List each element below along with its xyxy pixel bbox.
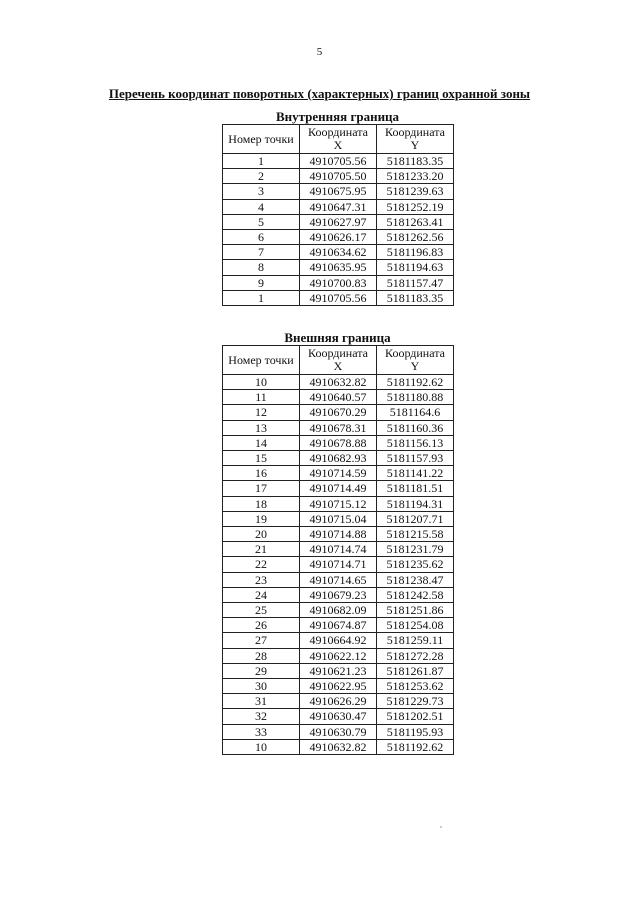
point-number-cell: 33 bbox=[223, 724, 300, 739]
coord-y-cell: 5181262.56 bbox=[377, 230, 454, 245]
coord-y-cell: 5181157.93 bbox=[377, 451, 454, 466]
table-row bbox=[223, 572, 454, 587]
coord-y-cell: 5181141.22 bbox=[377, 466, 454, 481]
table-row bbox=[223, 405, 454, 420]
coord-x-cell: 4910664.92 bbox=[300, 633, 377, 648]
coord-y-cell: 5181194.63 bbox=[377, 260, 454, 275]
table-row bbox=[223, 184, 454, 199]
document-title: Перечень координат поворотных (характерных) границ охранной зоны bbox=[108, 86, 531, 101]
coord-y-cell: 5181156.13 bbox=[377, 435, 454, 450]
table-row bbox=[223, 199, 454, 214]
coord-y-cell: 5181183.35 bbox=[377, 290, 454, 305]
coord-x-cell: 4910682.93 bbox=[300, 451, 377, 466]
coord-y-cell: 5181229.73 bbox=[377, 694, 454, 709]
point-number-cell: 21 bbox=[223, 542, 300, 557]
coord-y-cell: 5181164.6 bbox=[377, 405, 454, 420]
coord-x-cell: 4910714.59 bbox=[300, 466, 377, 481]
table-row bbox=[223, 451, 454, 466]
point-number-cell: 31 bbox=[223, 694, 300, 709]
header-coord-x-axis: X bbox=[333, 359, 343, 373]
point-number-cell: 29 bbox=[223, 663, 300, 678]
table-row bbox=[223, 679, 454, 694]
point-number-cell: 13 bbox=[223, 420, 300, 435]
coord-x-cell: 4910715.12 bbox=[300, 496, 377, 511]
coord-y-cell: 5181192.62 bbox=[377, 739, 454, 754]
coord-x-cell: 4910705.56 bbox=[300, 290, 377, 305]
coord-y-cell: 5181195.93 bbox=[377, 724, 454, 739]
coord-x-cell: 4910626.17 bbox=[300, 230, 377, 245]
table-row bbox=[223, 633, 454, 648]
header-coord-x bbox=[300, 125, 377, 154]
table-header-row bbox=[223, 125, 454, 154]
header-coord-x-label: Координата bbox=[308, 125, 368, 139]
coord-x-cell: 4910679.23 bbox=[300, 587, 377, 602]
point-number-cell: 15 bbox=[223, 451, 300, 466]
point-number-cell: 19 bbox=[223, 511, 300, 526]
point-number-cell: 3 bbox=[223, 184, 300, 199]
table-row bbox=[223, 511, 454, 526]
header-point-number: Номер точки bbox=[223, 125, 300, 154]
table-row bbox=[223, 663, 454, 678]
table-row bbox=[223, 260, 454, 275]
table-row bbox=[223, 390, 454, 405]
point-number-cell: 1 bbox=[223, 154, 300, 169]
point-number-cell: 12 bbox=[223, 405, 300, 420]
coord-y-cell: 5181231.79 bbox=[377, 542, 454, 557]
point-number-cell: 32 bbox=[223, 709, 300, 724]
point-number-cell: 23 bbox=[223, 572, 300, 587]
inner-boundary-title: Внутренняя граница bbox=[275, 109, 400, 124]
outer-boundary-rows bbox=[223, 375, 454, 755]
point-number-cell: 14 bbox=[223, 435, 300, 450]
coord-x-cell: 4910714.65 bbox=[300, 572, 377, 587]
coord-x-cell: 4910630.47 bbox=[300, 709, 377, 724]
point-number-cell: 5 bbox=[223, 214, 300, 229]
coord-x-cell: 4910714.88 bbox=[300, 527, 377, 542]
table-row bbox=[223, 230, 454, 245]
coord-x-cell: 4910675.95 bbox=[300, 184, 377, 199]
coord-y-cell: 5181183.35 bbox=[377, 154, 454, 169]
header-coord-y bbox=[377, 125, 454, 154]
point-number-cell: 25 bbox=[223, 603, 300, 618]
coord-x-cell: 4910678.88 bbox=[300, 435, 377, 450]
table-row bbox=[223, 709, 454, 724]
point-number-cell: 20 bbox=[223, 527, 300, 542]
table-row bbox=[223, 587, 454, 602]
point-number-cell: 30 bbox=[223, 679, 300, 694]
header-coord-y-label: Координата bbox=[385, 125, 445, 139]
coord-x-cell: 4910640.57 bbox=[300, 390, 377, 405]
scan-artifact bbox=[440, 826, 442, 828]
coord-x-cell: 4910714.74 bbox=[300, 542, 377, 557]
coord-x-cell: 4910621.23 bbox=[300, 663, 377, 678]
coord-y-cell: 5181251.86 bbox=[377, 603, 454, 618]
coord-x-cell: 4910715.04 bbox=[300, 511, 377, 526]
coord-x-cell: 4910705.56 bbox=[300, 154, 377, 169]
coord-x-cell: 4910670.29 bbox=[300, 405, 377, 420]
point-number-cell: 26 bbox=[223, 618, 300, 633]
coord-y-cell: 5181253.62 bbox=[377, 679, 454, 694]
table-row bbox=[223, 290, 454, 305]
coord-x-cell: 4910632.82 bbox=[300, 375, 377, 390]
coord-y-cell: 5181215.58 bbox=[377, 527, 454, 542]
table-row bbox=[223, 435, 454, 450]
coord-y-cell: 5181263.41 bbox=[377, 214, 454, 229]
page-number: 5 bbox=[316, 46, 323, 58]
table-row bbox=[223, 739, 454, 754]
point-number-cell: 16 bbox=[223, 466, 300, 481]
coord-x-cell: 4910622.95 bbox=[300, 679, 377, 694]
coord-x-cell: 4910674.87 bbox=[300, 618, 377, 633]
coord-y-cell: 5181261.87 bbox=[377, 663, 454, 678]
coord-x-cell: 4910622.12 bbox=[300, 648, 377, 663]
table-row bbox=[223, 420, 454, 435]
coord-x-cell: 4910626.29 bbox=[300, 694, 377, 709]
table-row bbox=[223, 154, 454, 169]
coord-x-cell: 4910700.83 bbox=[300, 275, 377, 290]
table-row bbox=[223, 245, 454, 260]
coord-x-cell: 4910634.62 bbox=[300, 245, 377, 260]
point-number-cell: 1 bbox=[223, 290, 300, 305]
table-row bbox=[223, 481, 454, 496]
table-row bbox=[223, 275, 454, 290]
coord-y-cell: 5181252.19 bbox=[377, 199, 454, 214]
table-row bbox=[223, 542, 454, 557]
header-coord-y bbox=[377, 346, 454, 375]
coord-y-cell: 5181235.62 bbox=[377, 557, 454, 572]
point-number-cell: 6 bbox=[223, 230, 300, 245]
coord-x-cell: 4910627.97 bbox=[300, 214, 377, 229]
coord-x-cell: 4910630.79 bbox=[300, 724, 377, 739]
coord-x-cell: 4910647.31 bbox=[300, 199, 377, 214]
coord-y-cell: 5181272.28 bbox=[377, 648, 454, 663]
header-coord-x bbox=[300, 346, 377, 375]
table-row bbox=[223, 214, 454, 229]
point-number-cell: 4 bbox=[223, 199, 300, 214]
coord-y-cell: 5181202.51 bbox=[377, 709, 454, 724]
coord-y-cell: 5181196.83 bbox=[377, 245, 454, 260]
point-number-cell: 10 bbox=[223, 375, 300, 390]
point-number-cell: 2 bbox=[223, 169, 300, 184]
table-row bbox=[223, 694, 454, 709]
point-number-cell: 8 bbox=[223, 260, 300, 275]
table-row bbox=[223, 466, 454, 481]
table-header-row bbox=[223, 346, 454, 375]
header-coord-y-axis: Y bbox=[410, 138, 420, 152]
coord-x-cell: 4910705.50 bbox=[300, 169, 377, 184]
coord-y-cell: 5181254.08 bbox=[377, 618, 454, 633]
coord-x-cell: 4910714.71 bbox=[300, 557, 377, 572]
coord-y-cell: 5181233.20 bbox=[377, 169, 454, 184]
coord-y-cell: 5181160.36 bbox=[377, 420, 454, 435]
header-coord-y-label: Координата bbox=[385, 346, 445, 360]
table-row bbox=[223, 724, 454, 739]
table-row bbox=[223, 603, 454, 618]
inner-boundary-table bbox=[222, 124, 454, 306]
coord-y-cell: 5181180.88 bbox=[377, 390, 454, 405]
header-point-number: Номер точки bbox=[223, 346, 300, 375]
table-row bbox=[223, 648, 454, 663]
table-row bbox=[223, 375, 454, 390]
coord-x-cell: 4910714.49 bbox=[300, 481, 377, 496]
point-number-cell: 10 bbox=[223, 739, 300, 754]
point-number-cell: 22 bbox=[223, 557, 300, 572]
outer-boundary-table bbox=[222, 345, 454, 755]
coord-y-cell: 5181194.31 bbox=[377, 496, 454, 511]
point-number-cell: 11 bbox=[223, 390, 300, 405]
header-coord-y-axis: Y bbox=[410, 359, 420, 373]
table-row bbox=[223, 557, 454, 572]
coord-y-cell: 5181192.62 bbox=[377, 375, 454, 390]
coord-x-cell: 4910632.82 bbox=[300, 739, 377, 754]
point-number-cell: 28 bbox=[223, 648, 300, 663]
coord-y-cell: 5181181.51 bbox=[377, 481, 454, 496]
point-number-cell: 9 bbox=[223, 275, 300, 290]
coord-y-cell: 5181207.71 bbox=[377, 511, 454, 526]
inner-boundary-rows bbox=[223, 154, 454, 306]
point-number-cell: 24 bbox=[223, 587, 300, 602]
coord-y-cell: 5181239.63 bbox=[377, 184, 454, 199]
coord-y-cell: 5181259.11 bbox=[377, 633, 454, 648]
coord-x-cell: 4910682.09 bbox=[300, 603, 377, 618]
point-number-cell: 18 bbox=[223, 496, 300, 511]
coord-y-cell: 5181242.58 bbox=[377, 587, 454, 602]
header-coord-x-label: Координата bbox=[308, 346, 368, 360]
point-number-cell: 7 bbox=[223, 245, 300, 260]
table-row bbox=[223, 618, 454, 633]
coord-x-cell: 4910678.31 bbox=[300, 420, 377, 435]
coord-y-cell: 5181157.47 bbox=[377, 275, 454, 290]
table-row bbox=[223, 169, 454, 184]
coord-x-cell: 4910635.95 bbox=[300, 260, 377, 275]
point-number-cell: 27 bbox=[223, 633, 300, 648]
table-row bbox=[223, 527, 454, 542]
coord-y-cell: 5181238.47 bbox=[377, 572, 454, 587]
table-row bbox=[223, 496, 454, 511]
point-number-cell: 17 bbox=[223, 481, 300, 496]
header-coord-x-axis: X bbox=[333, 138, 343, 152]
outer-boundary-title: Внешняя граница bbox=[284, 330, 391, 345]
